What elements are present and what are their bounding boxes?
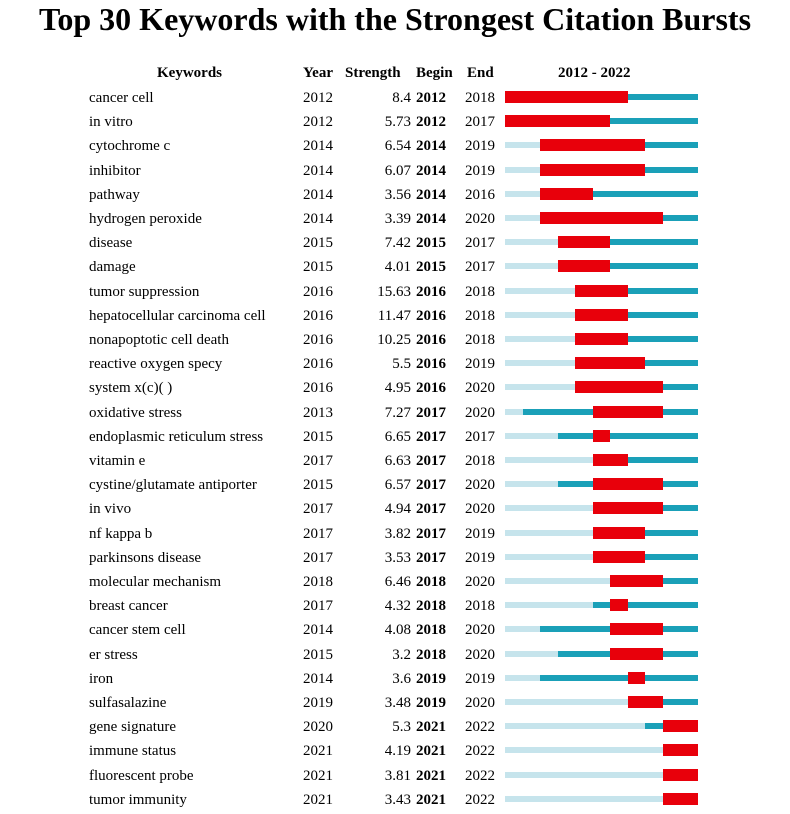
burst-bar: [575, 381, 663, 393]
year-value: 2021: [303, 791, 333, 808]
begin-value: 2017: [416, 453, 446, 469]
table-row: [0, 209, 790, 233]
burst-bar: [558, 260, 611, 272]
end-value: 2017: [465, 235, 495, 252]
timeline-inactive-segment: [505, 457, 593, 463]
end-value: 2022: [465, 719, 495, 736]
burst-timeline: [505, 215, 698, 221]
table-row: [0, 524, 790, 548]
header-year: Year: [303, 65, 333, 81]
keyword-label: parkinsons disease: [89, 549, 202, 566]
keyword-label: iron: [89, 670, 114, 687]
timeline-active-segment: [558, 433, 698, 439]
end-value: 2017: [465, 114, 495, 131]
strength-value: 4.01: [384, 259, 411, 276]
begin-value: 2018: [416, 622, 446, 639]
burst-timeline: [505, 409, 698, 415]
burst-bar: [593, 406, 663, 418]
year-value: 2012: [303, 114, 333, 131]
end-value: 2020: [465, 380, 495, 397]
end-value: 2022: [465, 743, 495, 760]
end-value: 2020: [465, 622, 495, 639]
begin-value: 2018: [416, 646, 446, 663]
timeline-inactive-segment: [505, 481, 558, 487]
table-row: [0, 620, 790, 644]
keyword-label: hepatocellular carcinoma cell: [89, 307, 266, 324]
begin-value: 2018: [416, 574, 446, 590]
timeline-inactive-segment: [505, 288, 575, 294]
year-value: 2016: [303, 332, 333, 348]
begin-value: 2014: [416, 211, 446, 227]
timeline-inactive-segment: [505, 747, 663, 753]
begin-value: 2014: [416, 162, 446, 179]
year-value: 2015: [303, 428, 333, 445]
begin-value: 2017: [416, 477, 446, 494]
year-value: 2017: [303, 525, 333, 542]
burst-bar: [610, 623, 663, 635]
end-value: 2019: [465, 525, 495, 542]
burst-timeline: [505, 288, 698, 294]
strength-value: 6.46: [384, 574, 411, 590]
timeline-inactive-segment: [505, 409, 523, 415]
begin-value: 2017: [416, 428, 446, 445]
header-end: End: [467, 65, 494, 81]
keyword-label: immune status: [89, 743, 177, 760]
table-row: [0, 306, 790, 330]
timeline-inactive-segment: [505, 191, 540, 197]
timeline-inactive-segment: [505, 384, 575, 390]
table-row: [0, 354, 790, 378]
burst-bar: [663, 769, 698, 781]
keyword-label: system x(c)( ): [89, 380, 173, 397]
begin-value: 2014: [416, 138, 446, 155]
header-keywords: Keywords: [157, 65, 222, 81]
table-row: [0, 790, 790, 814]
table-row: [0, 741, 790, 765]
end-value: 2022: [465, 791, 495, 808]
burst-bar: [593, 454, 628, 466]
timeline-inactive-segment: [505, 796, 663, 802]
burst-timeline: [505, 723, 698, 729]
keyword-label: molecular mechanism: [89, 574, 222, 590]
keyword-label: gene signature: [89, 719, 177, 736]
strength-value: 3.81: [384, 767, 411, 784]
year-value: 2015: [303, 477, 333, 494]
begin-value: 2015: [416, 235, 446, 252]
strength-value: 6.57: [384, 477, 411, 494]
strength-value: 5.5: [392, 356, 411, 373]
keyword-label: vitamin e: [89, 453, 146, 469]
end-value: 2018: [465, 283, 495, 300]
table-row: [0, 717, 790, 741]
timeline-inactive-segment: [505, 651, 558, 657]
end-value: 2017: [465, 259, 495, 276]
header-strength: Strength: [345, 65, 401, 81]
end-value: 2018: [465, 453, 495, 469]
strength-value: 4.19: [384, 743, 411, 760]
year-value: 2014: [303, 211, 333, 227]
timeline-inactive-segment: [505, 312, 575, 318]
header-timeline-range: 2012 - 2022: [558, 65, 631, 81]
table-row: [0, 185, 790, 209]
year-value: 2021: [303, 767, 333, 784]
keyword-label: hydrogen peroxide: [89, 211, 202, 227]
keyword-label: nonapoptotic cell death: [89, 332, 229, 348]
timeline-inactive-segment: [505, 675, 540, 681]
year-value: 2014: [303, 622, 333, 639]
end-value: 2019: [465, 670, 495, 687]
keyword-label: cancer stem cell: [89, 622, 186, 639]
burst-bar: [593, 551, 646, 563]
burst-timeline: [505, 167, 698, 173]
burst-timeline: [505, 530, 698, 536]
strength-value: 6.54: [384, 138, 411, 155]
year-value: 2012: [303, 90, 333, 106]
year-value: 2016: [303, 283, 333, 300]
table-row: [0, 282, 790, 306]
strength-value: 3.82: [384, 525, 411, 542]
burst-timeline: [505, 457, 698, 463]
table-row: [0, 451, 790, 475]
begin-value: 2017: [416, 404, 446, 421]
end-value: 2020: [465, 211, 495, 227]
keyword-label: fluorescent probe: [89, 767, 194, 784]
begin-value: 2019: [416, 695, 446, 711]
burst-timeline: [505, 336, 698, 342]
strength-value: 3.2: [392, 646, 411, 663]
burst-bar: [540, 164, 645, 176]
keyword-label: in vitro: [89, 114, 133, 131]
end-value: 2018: [465, 307, 495, 324]
strength-value: 3.6: [392, 670, 411, 687]
keyword-label: nf kappa b: [89, 525, 153, 542]
strength-value: 15.63: [377, 283, 411, 300]
keyword-label: breast cancer: [89, 598, 168, 615]
year-value: 2014: [303, 138, 333, 155]
year-value: 2014: [303, 162, 333, 179]
strength-value: 3.43: [384, 791, 411, 808]
burst-timeline: [505, 554, 698, 560]
burst-bar: [540, 212, 663, 224]
end-value: 2018: [465, 90, 495, 106]
table-row: [0, 766, 790, 790]
burst-bar: [593, 478, 663, 490]
begin-value: 2017: [416, 549, 446, 566]
burst-timeline: [505, 699, 698, 705]
keyword-label: cancer cell: [89, 90, 154, 106]
strength-value: 3.56: [384, 186, 411, 203]
timeline-inactive-segment: [505, 626, 540, 632]
keyword-label: oxidative stress: [89, 404, 182, 421]
strength-value: 4.94: [384, 501, 411, 518]
burst-bar: [540, 188, 593, 200]
keyword-label: sulfasalazine: [89, 695, 167, 711]
end-value: 2017: [465, 428, 495, 445]
burst-timeline: [505, 191, 698, 197]
burst-bar: [663, 793, 698, 805]
begin-value: 2014: [416, 186, 446, 203]
end-value: 2020: [465, 404, 495, 421]
year-value: 2021: [303, 743, 333, 760]
burst-bar: [575, 333, 628, 345]
burst-timeline: [505, 505, 698, 511]
table-row: [0, 572, 790, 596]
timeline-active-segment: [540, 675, 698, 681]
end-value: 2020: [465, 477, 495, 494]
strength-value: 5.3: [392, 719, 411, 736]
end-value: 2020: [465, 501, 495, 518]
burst-timeline: [505, 312, 698, 318]
burst-timeline: [505, 675, 698, 681]
table-row: [0, 88, 790, 112]
table-row: [0, 499, 790, 523]
begin-value: 2016: [416, 307, 446, 324]
table-row: [0, 596, 790, 620]
burst-timeline: [505, 651, 698, 657]
table-row: [0, 645, 790, 669]
strength-value: 6.63: [384, 453, 411, 469]
table-row: [0, 378, 790, 402]
burst-timeline: [505, 796, 698, 802]
burst-timeline: [505, 360, 698, 366]
year-value: 2016: [303, 356, 333, 373]
chart-title: Top 30 Keywords with the Strongest Citation Bursts: [38, 1, 752, 37]
year-value: 2019: [303, 695, 333, 711]
begin-value: 2012: [416, 90, 446, 106]
keyword-label: tumor suppression: [89, 283, 200, 300]
strength-value: 3.53: [384, 549, 411, 566]
begin-value: 2016: [416, 380, 446, 397]
strength-value: 8.4: [392, 90, 411, 106]
strength-value: 7.42: [384, 235, 411, 252]
table-row: [0, 112, 790, 136]
end-value: 2019: [465, 549, 495, 566]
burst-bar: [558, 236, 611, 248]
year-value: 2017: [303, 501, 333, 518]
begin-value: 2021: [416, 719, 446, 736]
strength-value: 10.25: [377, 332, 411, 348]
timeline-inactive-segment: [505, 215, 540, 221]
end-value: 2020: [465, 695, 495, 711]
table-row: [0, 233, 790, 257]
year-value: 2017: [303, 598, 333, 615]
strength-value: 3.39: [384, 211, 411, 227]
year-value: 2014: [303, 670, 333, 687]
table-row: [0, 330, 790, 354]
burst-bar: [628, 696, 663, 708]
timeline-inactive-segment: [505, 142, 540, 148]
burst-bar: [505, 91, 628, 103]
burst-timeline: [505, 263, 698, 269]
year-value: 2017: [303, 453, 333, 469]
begin-value: 2019: [416, 670, 446, 687]
strength-value: 4.32: [384, 598, 411, 615]
burst-timeline: [505, 118, 698, 124]
strength-value: 7.27: [384, 404, 411, 421]
begin-value: 2016: [416, 283, 446, 300]
keyword-label: cystine/glutamate antiporter: [89, 477, 257, 494]
burst-bar: [505, 115, 610, 127]
keyword-label: damage: [89, 259, 136, 276]
timeline-inactive-segment: [505, 505, 593, 511]
timeline-inactive-segment: [505, 699, 628, 705]
end-value: 2018: [465, 332, 495, 348]
burst-timeline: [505, 747, 698, 753]
burst-bar: [575, 309, 628, 321]
begin-value: 2012: [416, 114, 446, 131]
timeline-inactive-segment: [505, 530, 593, 536]
strength-value: 6.07: [384, 162, 411, 179]
timeline-inactive-segment: [505, 239, 558, 245]
header-begin: Begin: [416, 65, 453, 81]
strength-value: 4.95: [384, 380, 411, 397]
table-row: [0, 427, 790, 451]
timeline-inactive-segment: [505, 336, 575, 342]
keyword-label: inhibitor: [89, 162, 141, 179]
end-value: 2019: [465, 162, 495, 179]
begin-value: 2015: [416, 259, 446, 276]
timeline-inactive-segment: [505, 433, 558, 439]
table-row: [0, 136, 790, 160]
year-value: 2016: [303, 307, 333, 324]
year-value: 2014: [303, 186, 333, 203]
timeline-inactive-segment: [505, 723, 645, 729]
begin-value: 2021: [416, 791, 446, 808]
year-value: 2020: [303, 719, 333, 736]
end-value: 2020: [465, 646, 495, 663]
keyword-label: disease: [89, 235, 133, 252]
burst-timeline: [505, 772, 698, 778]
table-row: [0, 693, 790, 717]
burst-timeline: [505, 142, 698, 148]
keyword-label: cytochrome c: [89, 138, 171, 155]
strength-value: 3.48: [384, 695, 411, 711]
burst-bar: [575, 285, 628, 297]
timeline-active-segment: [593, 602, 698, 608]
end-value: 2019: [465, 138, 495, 155]
year-value: 2016: [303, 380, 333, 397]
burst-bar: [610, 648, 663, 660]
year-value: 2015: [303, 259, 333, 276]
burst-bar: [663, 744, 698, 756]
burst-timeline: [505, 433, 698, 439]
keyword-label: er stress: [89, 646, 138, 663]
timeline-inactive-segment: [505, 263, 558, 269]
burst-bar: [575, 357, 645, 369]
burst-bar: [593, 527, 646, 539]
table-row: [0, 548, 790, 572]
keyword-label: endoplasmic reticulum stress: [89, 428, 264, 445]
strength-value: 11.47: [377, 307, 411, 324]
burst-bar: [593, 430, 611, 442]
burst-timeline: [505, 626, 698, 632]
end-value: 2020: [465, 574, 495, 590]
strength-value: 5.73: [384, 114, 411, 131]
keyword-label: tumor immunity: [89, 791, 187, 808]
burst-timeline: [505, 602, 698, 608]
burst-bar: [663, 720, 698, 732]
burst-bar: [628, 672, 646, 684]
year-value: 2015: [303, 646, 333, 663]
table-row: [0, 669, 790, 693]
timeline-inactive-segment: [505, 360, 575, 366]
year-value: 2018: [303, 574, 333, 590]
keyword-label: reactive oxygen specy: [89, 356, 223, 373]
burst-timeline: [505, 94, 698, 100]
timeline-inactive-segment: [505, 772, 663, 778]
burst-timeline: [505, 481, 698, 487]
burst-timeline: [505, 578, 698, 584]
timeline-inactive-segment: [505, 602, 593, 608]
begin-value: 2017: [416, 525, 446, 542]
table-row: [0, 403, 790, 427]
burst-timeline: [505, 384, 698, 390]
begin-value: 2021: [416, 767, 446, 784]
strength-value: 4.08: [384, 622, 411, 639]
end-value: 2016: [465, 186, 495, 203]
timeline-inactive-segment: [505, 167, 540, 173]
burst-timeline: [505, 239, 698, 245]
burst-bar: [610, 575, 663, 587]
end-value: 2022: [465, 767, 495, 784]
end-value: 2018: [465, 598, 495, 615]
burst-bar: [610, 599, 628, 611]
year-value: 2013: [303, 404, 333, 421]
year-value: 2015: [303, 235, 333, 252]
begin-value: 2018: [416, 598, 446, 615]
end-value: 2019: [465, 356, 495, 373]
strength-value: 6.65: [384, 428, 411, 445]
timeline-inactive-segment: [505, 578, 610, 584]
burst-bar: [540, 139, 645, 151]
begin-value: 2016: [416, 356, 446, 373]
keyword-label: in vivo: [89, 501, 132, 518]
year-value: 2017: [303, 549, 333, 566]
timeline-inactive-segment: [505, 554, 593, 560]
begin-value: 2017: [416, 501, 446, 518]
table-row: [0, 161, 790, 185]
begin-value: 2021: [416, 743, 446, 760]
table-row: [0, 257, 790, 281]
begin-value: 2016: [416, 332, 446, 348]
keyword-label: pathway: [89, 186, 140, 203]
burst-bar: [593, 502, 663, 514]
table-row: [0, 475, 790, 499]
